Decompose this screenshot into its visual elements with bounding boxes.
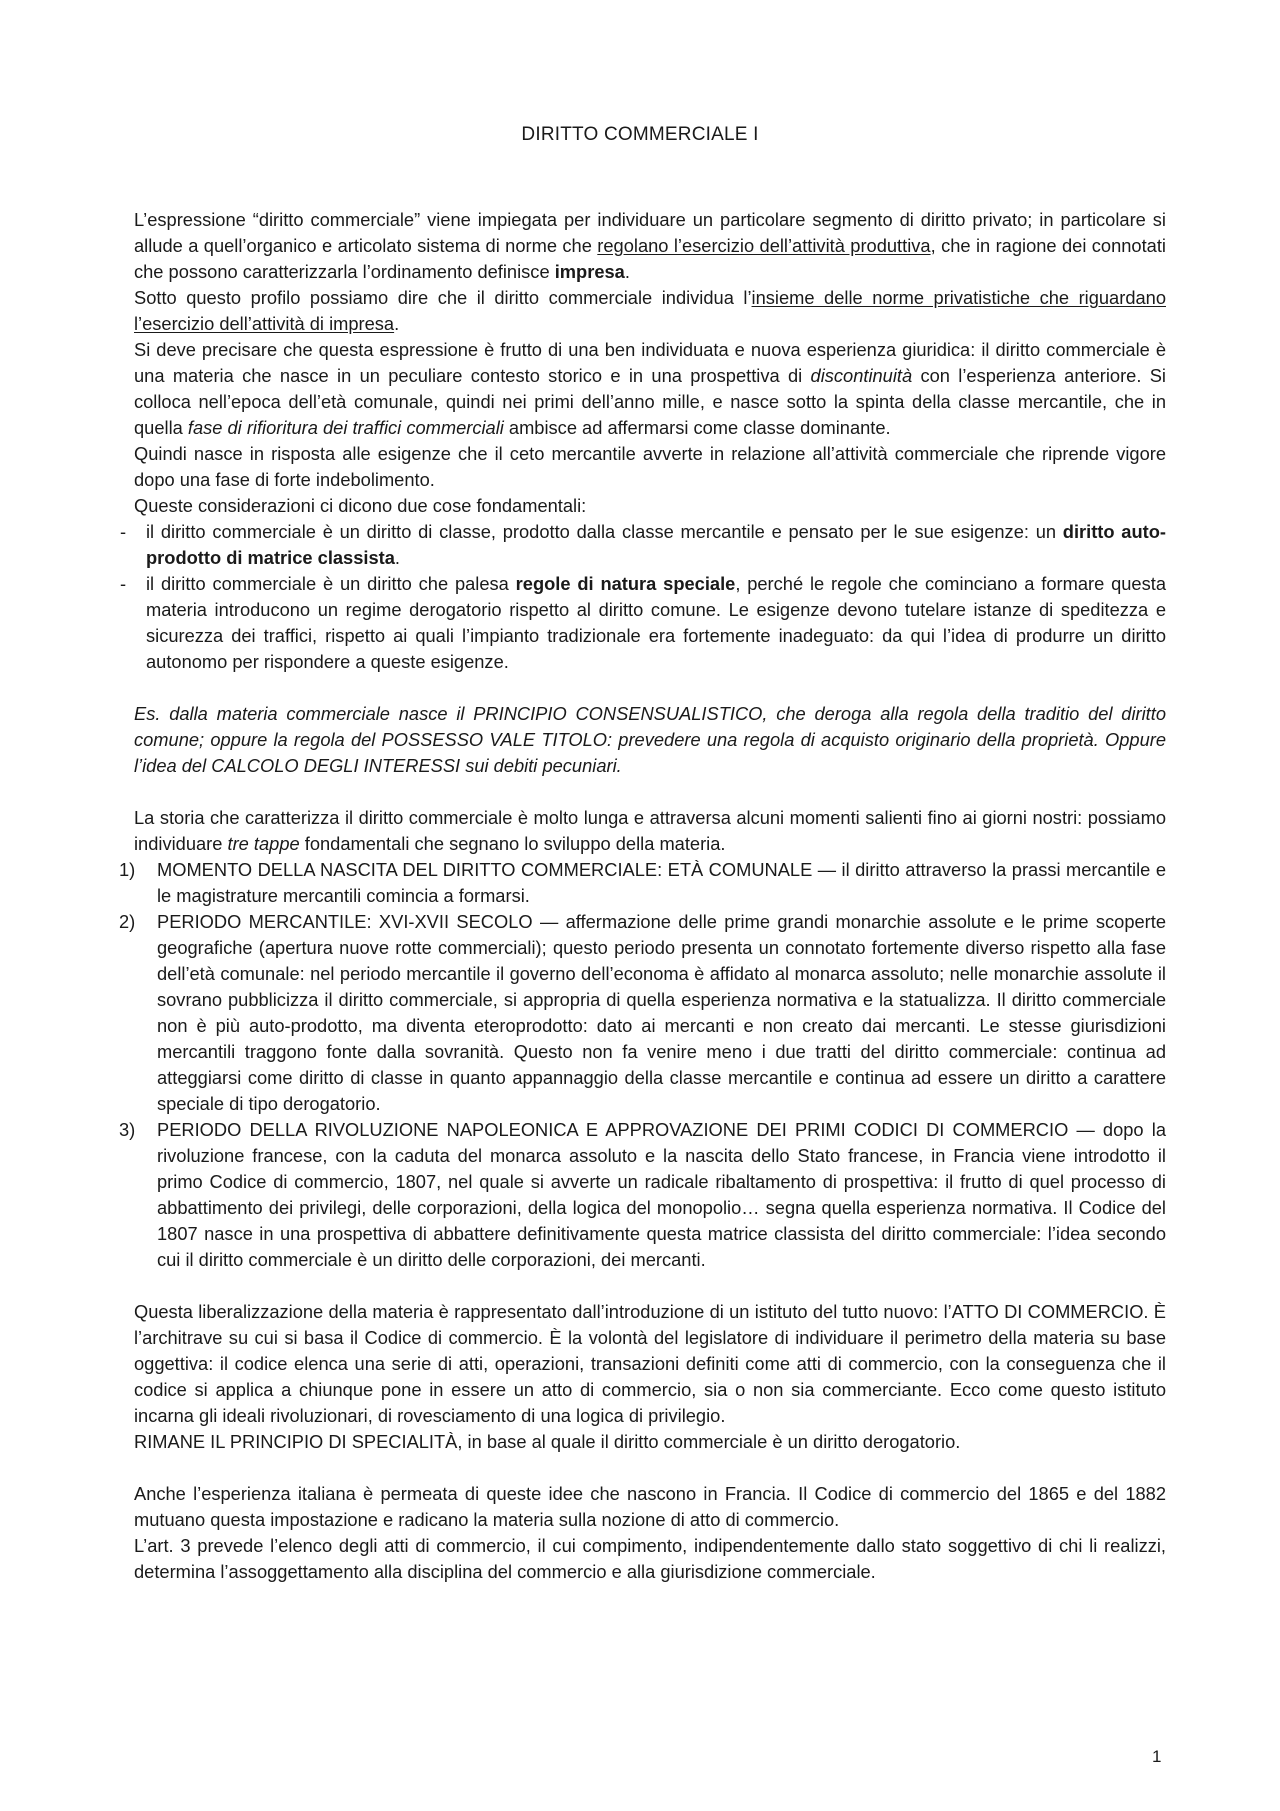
text-run: , perché le regole che cominciano a formare questa materia introducono un regime derogatorio rispetto al diritto comune. Le esigenze devono tutelare istanze di speditezza e sicurezza dei traffici, rispetto ai quali l’impianto tradizionale era fortemente inadeguato: da qui l’idea di produrre un diritto autonomo per rispondere a queste esigenze.	[146, 573, 1166, 672]
list-item	[119, 857, 1166, 909]
paragraph-history	[134, 805, 1166, 857]
list-item-text: PERIODO MERCANTILE: XVI-XVII SECOLO — affermazione delle prime grandi monarchie assolute e le prime scoperte geografiche (apertura nuove rotte commerciali); questo periodo presenta un connotato fortemente diverso rispetto alla fase dell’età comunale: nel periodo mercantile il governo dell’economa è affidato al monarca assoluto; nelle monarchie assolute il sovrano pubblicizza il diritto commerciale, si appropria di quella esperienza normativa e la statualizza. Il diritto commerciale non è più auto-prodotto, ma diventa eteroprodotto: dato ai mercanti e non creato dai mercanti. Le stesse giurisdizioni mercantili traggono fonte dalla sovranità. Questo non fa venire meno i due tratti del diritto commerciale: continua ad atteggiarsi come diritto di classe in quanto appannaggio della classe mercantile e continua ad essere un diritto a carattere speciale di tipo derogatorio.	[157, 911, 1166, 1114]
document-title: DIRITTO COMMERCIALE I	[521, 124, 759, 145]
dash-marker: -	[120, 573, 127, 594]
bold-term: impresa	[554, 261, 625, 282]
paragraph-specialita: RIMANE IL PRINCIPIO DI SPECIALITÀ, in base al quale il diritto commerciale è un diritto derogatorio.	[134, 1431, 961, 1452]
text-run: .	[394, 547, 400, 568]
paragraph-intro	[134, 207, 1166, 285]
paragraph-origin	[134, 337, 1166, 441]
paragraph-considerations: Queste considerazioni ci dicono due cose fondamentali:	[134, 495, 587, 516]
paragraph-italia: Anche l’esperienza italiana è permeata di queste idee che nascono in Francia. Il Codice di commercio del 1865 e del 1882 mutuano questa impostazione e radicano la materia sulla nozione di atto di commercio.	[134, 1483, 1166, 1530]
list-item-text: PERIODO DELLA RIVOLUZIONE NAPOLEONICA E APPROVAZIONE DEI PRIMI CODICI DI COMMERCIO — dopo la rivoluzione francese, con la caduta del monarca assoluto e la nascita dello Stato francese, in Francia viene introdotto il primo Codice di commercio, 1807, nel quale si avverte un radicale ribaltamento di prospettiva: il frutto di quel processo di abbattimento dei privilegi, delle corporazioni, della logica del monopolio… segna quella esperienza normativa. Il Codice del 1807 nasce in una prospettiva di abbattere definitivamente questa matrice classista del diritto commerciale: l’idea secondo cui il diritto commerciale è un diritto delle corporazioni, dei mercanti.	[157, 1119, 1166, 1270]
text-run: .	[624, 261, 630, 282]
bold-term: regole di natura speciale	[515, 573, 736, 594]
list-item-text: MOMENTO DELLA NASCITA DEL DIRITTO COMMERCIALE: ETÀ COMUNALE — il diritto attraverso la prassi mercantile e le magistrature mercantili comincia a formarsi.	[157, 859, 1166, 906]
text-run: L’espressione “diritto commerciale” viene impiegata per individuare un particolare segmento di diritto privato; in particolare si allude a quell’organico e articolato sistema di norme che	[134, 209, 1166, 256]
paragraph-definition	[134, 285, 1166, 337]
list-item	[120, 571, 1166, 675]
paragraph-atto-di-commercio: Questa liberalizzazione della materia è rappresentato dall’introduzione di un istituto del tutto nuovo: l’ATTO DI COMMERCIO. È l’architrave su cui si basa il Codice di commercio. È la volontà del legislatore di individuare il perimetro della materia su base oggettiva: il codice elenca una serie di atti, operazioni, transazioni definiti come atti di commercio, con la conseguenza che il codice si applica a chiunque pone in essere un atto di commercio, sia o non sia commerciante. Ecco come questo istituto incarna gli ideali rivoluzionari, di rovesciamento di una logica di privilegio.	[134, 1301, 1166, 1426]
text-run: .	[394, 313, 400, 334]
dash-marker: -	[120, 521, 127, 542]
text-run: il diritto commerciale è un diritto che palesa	[146, 573, 516, 594]
list-number: 3)	[119, 1119, 136, 1140]
list-item	[119, 909, 1166, 1117]
italic-phrase: tre tappe	[227, 833, 300, 854]
underlined-phrase: regolano l’esercizio dell’attività produttiva	[597, 235, 931, 256]
italic-phrase: discontinuità	[810, 365, 913, 386]
page-number: 1	[1152, 1747, 1162, 1766]
list-item	[120, 519, 1166, 571]
considerations-list	[120, 519, 1166, 675]
paragraph-response: Quindi nasce in risposta alle esigenze che il ceto mercantile avverte in relazione all’attività commerciale che riprende vigore dopo una fase di forte indebolimento.	[134, 443, 1166, 490]
list-number: 2)	[119, 911, 136, 932]
list-number: 1)	[119, 859, 136, 880]
text-run: , che in ragione dei connotati che possono caratterizzarla l’ordinamento definisce	[134, 235, 1166, 282]
list-item	[119, 1117, 1166, 1273]
text-run: il diritto commerciale è un diritto di classe, prodotto dalla classe mercantile e pensato per le sue esigenze: un	[146, 521, 1063, 542]
underlined-phrase: insieme delle norme privatistiche che riguardano l’esercizio dell’attività di impresa	[134, 287, 1166, 334]
text-run: Si deve precisare che questa espressione è frutto di una ben individuata e nuova esperienza giuridica: il diritto commerciale è una materia che nasce in un peculiare contesto storico e in una prospettiva di	[134, 339, 1166, 386]
italic-phrase: fase di rifioritura dei traffici commerciali	[187, 417, 504, 438]
stages-list	[119, 857, 1166, 1273]
text-run: fondamentali che segnano lo sviluppo della materia.	[299, 833, 726, 854]
text-run: La storia che caratterizza il diritto commerciale è molto lunga e attraversa alcuni momenti salienti fino ai giorni nostri: possiamo individuare	[134, 807, 1166, 854]
example-text: Es. dalla materia commerciale nasce il PRINCIPIO CONSENSUALISTICO, che deroga alla regola della traditio del diritto comune; oppure la regola del POSSESSO VALE TITOLO: prevedere una regola di acquisto originario della proprietà. Oppure l’idea del CALCOLO DEGLI INTERESSI sui debiti pecuniari.	[134, 703, 1166, 776]
paragraph-art3: L’art. 3 prevede l’elenco degli atti di commercio, il cui compimento, indipendentemente dallo stato soggettivo di chi li realizzi, determina l’assoggettamento alla disciplina del commercio e alla giurisdizione commerciale.	[134, 1535, 1166, 1582]
text-run: con l’esperienza anteriore. Si colloca nell’epoca dell’età comunale, quindi nei primi dell’anno mille, e nasce sotto la spinta della classe mercantile, che in quella	[134, 365, 1166, 438]
text-run: Sotto questo profilo possiamo dire che il diritto commerciale individua l’	[134, 287, 752, 308]
bold-term: diritto auto-prodotto di matrice classista	[146, 521, 1166, 568]
document-body	[119, 207, 1166, 1585]
example-paragraph	[134, 701, 1166, 779]
text-run: ambisce ad affermarsi come classe dominante.	[503, 417, 891, 438]
